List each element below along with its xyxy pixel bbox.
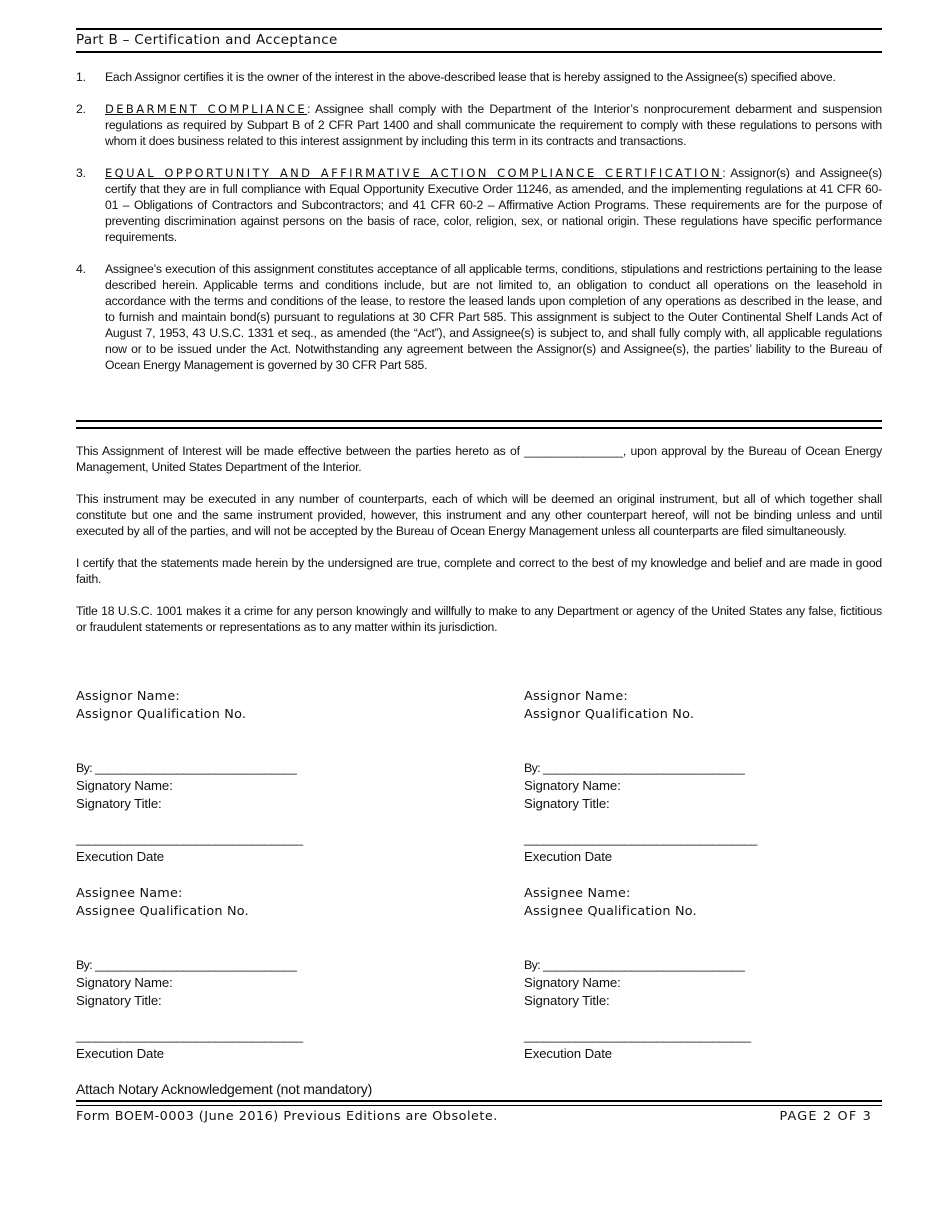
- item-number: 4.: [76, 262, 86, 276]
- certification-paragraph: I certify that the statements made herein by the undersigned are true, complete and correct to the best of my knowledge and belief and are made in good faith.: [76, 556, 882, 586]
- item-number: 2.: [76, 102, 86, 116]
- assignor-name-label: Assignor Name:: [524, 689, 628, 704]
- certification-item-1: [76, 69, 882, 85]
- item-text: : Assignor(s) and Assignee(s) certify that they are in full compliance with Equal Opportunity Executive Order 11246, as amended, and the implementing regulations at 41 CFR 60-01 – Obligations of Contractors and Subcontractors; and 41 CFR 60-2 – Affirmative Action Programs. These requirements are for the purpose of preventing discrimination against persons on the basis of race, color, religion, sex, or national origin. These regulations have specific performance requirements.: [105, 166, 882, 244]
- certification-list: [76, 69, 882, 389]
- certification-item-2: [76, 101, 882, 149]
- equal-opportunity-heading: EQUAL OPPORTUNITY AND AFFIRMATIVE ACTION COMPLIANCE CERTIFICATION: [105, 166, 723, 180]
- terms-paragraphs: [76, 443, 882, 651]
- assignee-name-label: Assignee Name:: [76, 886, 183, 901]
- item-text: Assignee’s execution of this assignment constitutes acceptance of all applicable terms, conditions, stipulations and restrictions pertaining to the lease described herein. Applicable terms and conditions include, but are not limited to, an obligation to conduct all operations on the leasehold in accordance with the terms and conditions of the lease, to restore the leased lands upon completion of any operations as described in the lease, and to furnish and maintain bond(s) pursuant to regulations at 30 CFR Part 585. This assignment is subject to the Outer Continental Shelf Lands Act of August 7, 1953, 43 U.S.C. 1331 et seq., as amended (the “Act”), and Assignee(s) is subject to, and shall fully comply with, all applicable regulations now or to be issued under the Act. Notwithstanding any agreement between the Assignor(s) and Assignee(s), the parties’ liability to the Bureau of Ocean Energy Management is governed by 30 CFR Part 585.: [105, 262, 882, 372]
- item-number: 3.: [76, 166, 86, 180]
- execution-date-label: Execution Date: [524, 849, 613, 864]
- signatory-name-label: Signatory Name:: [524, 778, 621, 793]
- assignor-qualification-label: Assignor Qualification No.: [76, 707, 247, 722]
- page-number: PAGE 2 OF 3: [779, 1109, 872, 1124]
- by-signature-line[interactable]: By: ________________________________: [524, 958, 745, 972]
- signatory-name-label: Signatory Name:: [524, 975, 621, 990]
- assignee-block-right: [524, 885, 750, 1063]
- form-number: Form BOEM-0003 (June 2016) Previous Editions are Obsolete.: [76, 1109, 498, 1124]
- by-signature-line[interactable]: By: ________________________________: [524, 761, 745, 775]
- part-title: Part B – Certification and Acceptance: [76, 32, 338, 48]
- by-signature-line[interactable]: By: ________________________________: [76, 761, 297, 775]
- separator-rule-upper: [76, 420, 882, 422]
- item-text: : Assignee shall comply with the Department of the Interior’s nonprocurement debarment and suspension regulations as required by Subpart B of 2 CFR Part 1400 and shall communicate the requirement to comply with these regulations to persons with whom it does business related to this interest assignment by including this term in its contracts and transactions.: [105, 102, 882, 148]
- signatory-name-label: Signatory Name:: [76, 778, 173, 793]
- signatory-title-label: Signatory Title:: [524, 796, 610, 811]
- debarment-heading: DEBARMENT COMPLIANCE: [105, 102, 308, 116]
- item-number: 1.: [76, 70, 86, 84]
- usc-1001-paragraph: Title 18 U.S.C. 1001 makes it a crime for any person knowingly and willfully to make to any Department or agency of the United States any false, fictitious or fraudulent statements or representations as to any matter within its jurisdiction.: [76, 604, 882, 634]
- execution-date-label: Execution Date: [76, 849, 165, 864]
- assignee-qualification-label: Assignee Qualification No.: [76, 904, 249, 919]
- effective-date-paragraph: This Assignment of Interest will be made effective between the parties hereto as of _______________, upon approval by the Bureau of Ocean Energy Management, United States Department of the Interior.: [76, 444, 882, 474]
- counterparts-paragraph: This instrument may be executed in any number of counterparts, each of which will be deemed an original instrument, but all of which together shall constitute but one and the same instrument provided, however, this instrument and any other counterpart hereof, will not be binding unless and until executed by all of the parties, and will not be accepted by the Bureau of Ocean Energy Management unless all counterparts are filed simultaneously.: [76, 492, 882, 538]
- by-signature-line[interactable]: By: ________________________________: [76, 958, 297, 972]
- certification-item-3: [76, 165, 882, 245]
- footer-rule-upper: [76, 1100, 882, 1102]
- execution-date-line[interactable]: _____________________________________: [524, 832, 757, 846]
- signatory-title-label: Signatory Title:: [76, 993, 162, 1008]
- assignor-block-left: [76, 688, 302, 866]
- assignor-qualification-label: Assignor Qualification No.: [524, 707, 695, 722]
- execution-date-label: Execution Date: [76, 1046, 165, 1061]
- top-rule: [76, 28, 882, 30]
- footer-rule-lower: [76, 1105, 882, 1106]
- execution-date-line[interactable]: ____________________________________: [76, 1029, 303, 1043]
- assignee-qualification-label: Assignee Qualification No.: [524, 904, 697, 919]
- assignor-block-right: [524, 688, 757, 866]
- signatory-name-label: Signatory Name:: [76, 975, 173, 990]
- separator-rule-lower: [76, 427, 882, 429]
- execution-date-line[interactable]: ____________________________________: [76, 832, 303, 846]
- assignee-block-left: [76, 885, 302, 1063]
- notary-note: Attach Notary Acknowledgement (not mandatory): [76, 1081, 373, 1097]
- title-underline-rule: [76, 51, 882, 53]
- signatory-title-label: Signatory Title:: [524, 993, 610, 1008]
- execution-date-line[interactable]: ____________________________________: [524, 1029, 751, 1043]
- signatory-title-label: Signatory Title:: [76, 796, 162, 811]
- certification-item-4: [76, 261, 882, 373]
- assignor-name-label: Assignor Name:: [76, 689, 180, 704]
- execution-date-label: Execution Date: [524, 1046, 613, 1061]
- assignee-name-label: Assignee Name:: [524, 886, 631, 901]
- item-text: Each Assignor certifies it is the owner of the interest in the above-described lease that is hereby assigned to the Assignee(s) specified above.: [105, 70, 836, 84]
